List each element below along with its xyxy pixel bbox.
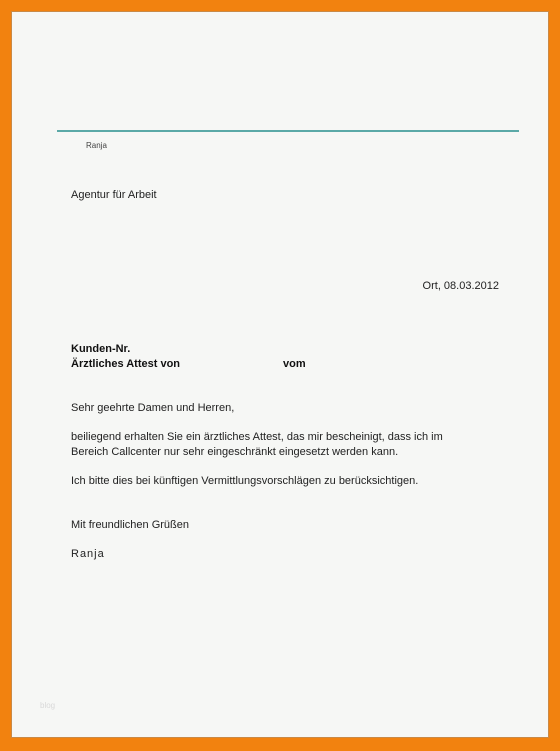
body-paragraph-2: Ich bitte dies bei künftigen Vermittlungsvorschlägen zu berücksichtigen. bbox=[71, 475, 419, 487]
header-name: Ranja bbox=[86, 141, 107, 150]
recipient-address: Agentur für Arbeit bbox=[71, 189, 157, 201]
closing: Mit freundlichen Grüßen bbox=[71, 519, 189, 531]
subject-attest-line bbox=[71, 357, 306, 372]
body-paragraph-1 bbox=[71, 430, 511, 460]
watermark: blog bbox=[40, 701, 56, 710]
salutation: Sehr geehrte Damen und Herren, bbox=[71, 402, 235, 414]
signature: Ranja bbox=[71, 548, 105, 560]
subject-attest-suffix: vom bbox=[283, 358, 306, 370]
subject-block bbox=[71, 342, 306, 372]
body-paragraph-1-line-2: Bereich Callcenter nur sehr eingeschränkt eingesetzt werden kann. bbox=[71, 446, 399, 458]
place-date: Ort, 08.03.2012 bbox=[422, 280, 499, 292]
letter-page bbox=[11, 11, 549, 738]
body-paragraph-1-line-1: beiliegend erhalten Sie ein ärztliches Attest, das mir bescheinigt, dass ich im bbox=[71, 431, 443, 443]
subject-attest-label: Ärztliches Attest von bbox=[71, 358, 181, 370]
header-rule bbox=[57, 130, 519, 132]
subject-customer-number: Kunden-Nr. bbox=[71, 343, 131, 355]
